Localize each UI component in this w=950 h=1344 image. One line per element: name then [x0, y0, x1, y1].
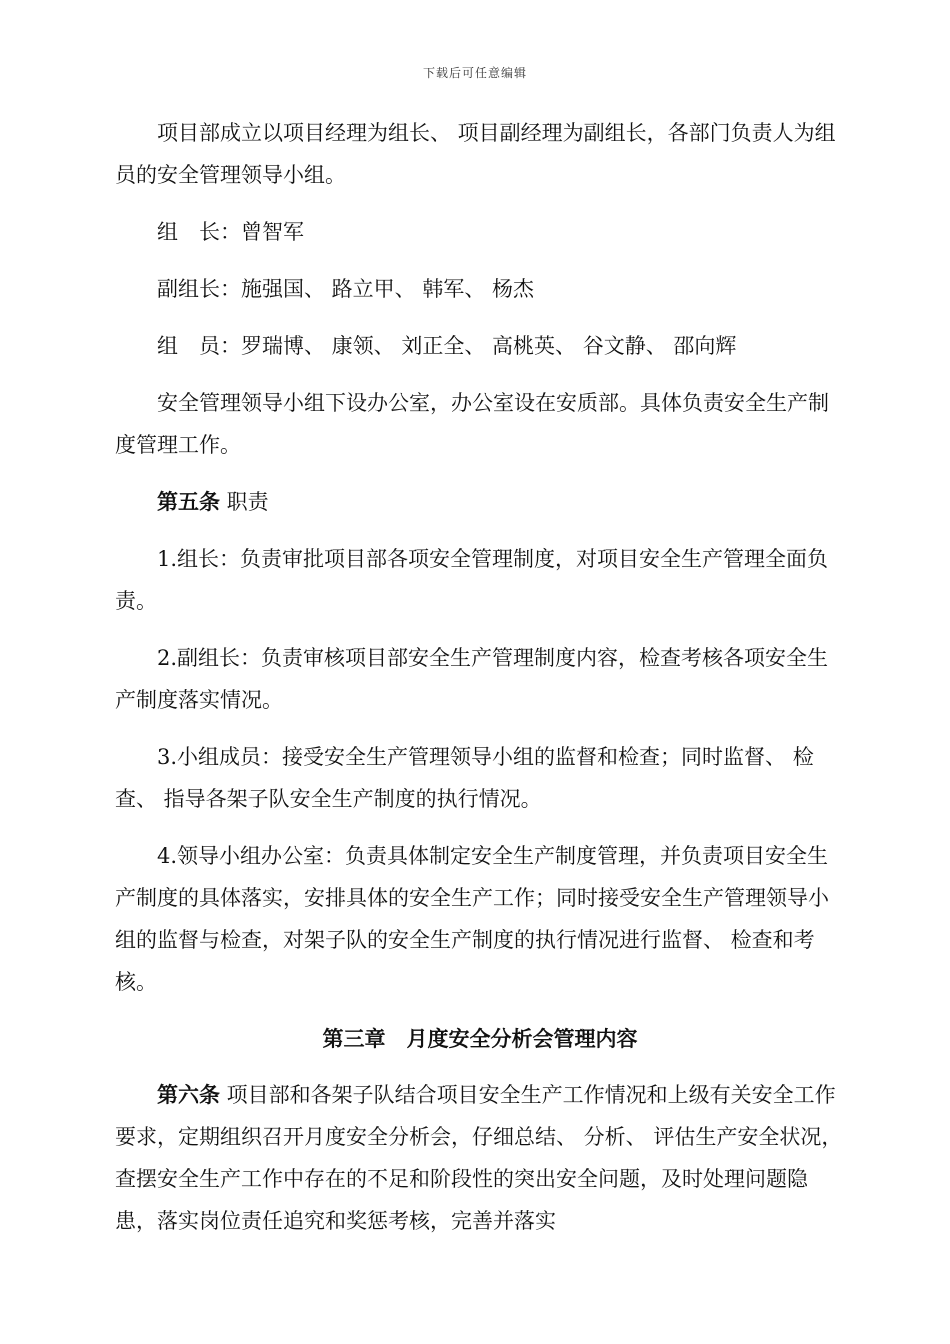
- duty-item-1: 1.组长：负责审批项目部各项安全管理制度，对项目安全生产管理全面负责。: [115, 547, 829, 613]
- duty-item-4: 4.领导小组办公室：负责具体制定安全生产制度管理，并负责项目安全生产制度的具体落实，安排具体的安全生产工作；同时接受安全生产管理领导小组的监督与检查，对架子队的安全生产制度的执行情况进行监督、 检查和考核。: [115, 844, 829, 994]
- article-6-text: 项目部和各架子队结合项目安全生产工作情况和上级有关安全工作要求，定期组织召开月度安全分析会，仔细总结、 分析、 评估生产安全状况，查摆安全生产工作中存在的不足和阶段性的突出安全问题，及时处理问题隐患，落实岗位责任追究和奖惩考核，完善并落实: [115, 1083, 843, 1233]
- document-body: [115, 112, 845, 1257]
- article-5-title: 职责: [220, 490, 269, 514]
- intro-paragraph: 项目部成立以项目经理为组长、 项目副经理为副组长，各部门负责人为组员的安全管理领导小组。: [115, 121, 836, 187]
- members-line: 组 员：罗瑞博、 康领、 刘正全、 高桃英、 谷文静、 邵向辉: [157, 334, 737, 358]
- duty-item-2: 2.副组长：负责审核项目部安全生产管理制度内容，检查考核各项安全生产制度落实情况。: [115, 646, 829, 712]
- article-5-heading: [115, 481, 845, 523]
- leader-line: 组 长：曾智军: [157, 220, 304, 244]
- article-6-paragraph: [115, 1074, 845, 1242]
- duty-item-3: 3.小组成员：接受安全生产管理领导小组的监督和检查；同时监督、 检查、 指导各架子队安全生产制度的执行情况。: [115, 745, 814, 811]
- chapter-3-title: 第三章 月度安全分析会管理内容: [322, 1026, 638, 1051]
- article-5-label: 第五条: [157, 489, 220, 514]
- deputy-leader-line: 副组长：施强国、 路立甲、 韩军、 杨杰: [157, 277, 535, 301]
- page-header-note: 下载后可任意编辑: [422, 66, 527, 80]
- article-6-label: 第六条: [157, 1082, 220, 1107]
- office-paragraph: 安全管理领导小组下设办公室，办公室设在安质部。具体负责安全生产制度管理工作。: [115, 391, 829, 457]
